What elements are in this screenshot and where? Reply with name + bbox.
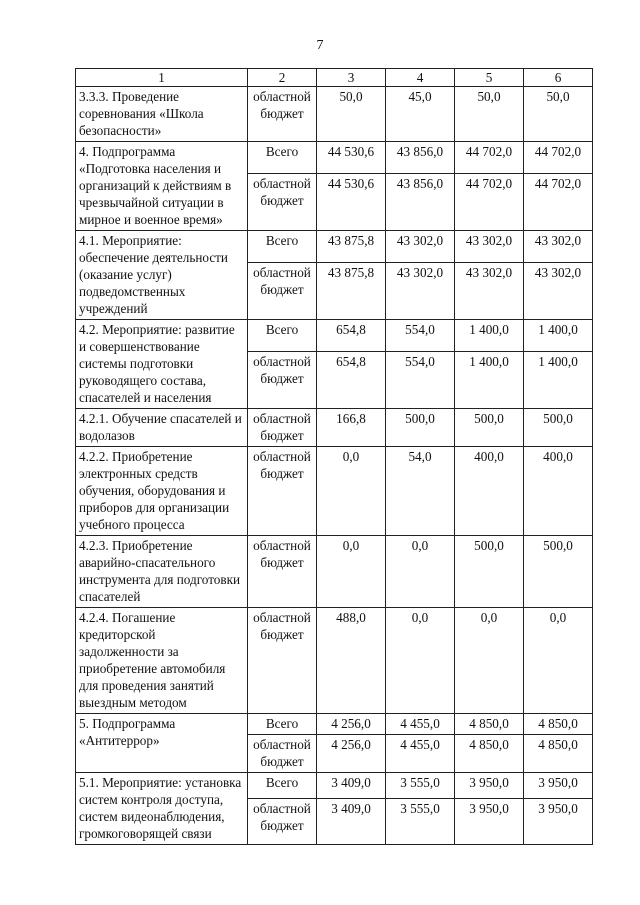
item-name-cell: 5.1. Мероприятие: установка систем контроля доступа, систем видеонаблюдения, громкоговорящей связи (76, 773, 248, 845)
item-name-cell: 4.2.1. Обучение спасателей и водолазов (76, 409, 248, 447)
amount-cell: 4 850,0 (524, 714, 593, 735)
item-name-cell: 4.2. Мероприятие: развитие и совершенствование системы подготовки руководящего состава, спасателей и населения (76, 320, 248, 409)
amount-cell: 43 856,0 (386, 173, 455, 230)
amount-cell: 0,0 (317, 536, 386, 608)
item-name-cell: 4.2.4. Погашение кредиторской задолженности за приобретение автомобиля для проведения занятий выездным методом (76, 608, 248, 714)
column-header: 5 (455, 69, 524, 87)
funding-source-cell: Всего (248, 231, 317, 263)
amount-cell: 44 530,6 (317, 142, 386, 174)
funding-source-cell: областной бюджет (248, 447, 317, 536)
funding-source-cell: областной бюджет (248, 262, 317, 319)
amount-cell: 4 850,0 (455, 735, 524, 773)
table-row (76, 447, 593, 536)
amount-cell: 1 400,0 (455, 351, 524, 408)
item-name-cell: 3.3.3. Проведение соревнования «Школа безопасности» (76, 87, 248, 142)
amount-cell: 50,0 (455, 87, 524, 142)
amount-cell: 44 702,0 (455, 173, 524, 230)
amount-cell: 500,0 (386, 409, 455, 447)
table-row (76, 409, 593, 447)
funding-source-cell: Всего (248, 320, 317, 352)
amount-cell: 4 256,0 (317, 714, 386, 735)
amount-cell: 0,0 (455, 608, 524, 714)
table-body (76, 87, 593, 845)
amount-cell: 50,0 (317, 87, 386, 142)
column-header: 4 (386, 69, 455, 87)
column-header: 3 (317, 69, 386, 87)
amount-cell: 43 302,0 (455, 231, 524, 263)
amount-cell: 44 530,6 (317, 173, 386, 230)
amount-cell: 166,8 (317, 409, 386, 447)
amount-cell: 500,0 (455, 409, 524, 447)
funding-source-cell: областной бюджет (248, 87, 317, 142)
item-name-cell: 5. Подпрограмма «Антитеррор» (76, 714, 248, 773)
amount-cell: 43 302,0 (386, 231, 455, 263)
amount-cell: 654,8 (317, 320, 386, 352)
amount-cell: 45,0 (386, 87, 455, 142)
amount-cell: 400,0 (455, 447, 524, 536)
amount-cell: 1 400,0 (455, 320, 524, 352)
page-number: 7 (316, 38, 324, 53)
amount-cell: 4 256,0 (317, 735, 386, 773)
amount-cell: 0,0 (386, 536, 455, 608)
amount-cell: 4 455,0 (386, 735, 455, 773)
amount-cell: 3 950,0 (455, 773, 524, 799)
amount-cell: 43 302,0 (524, 262, 593, 319)
table-row (76, 87, 593, 142)
amount-cell: 44 702,0 (524, 173, 593, 230)
table-row (76, 608, 593, 714)
funding-source-cell: областной бюджет (248, 173, 317, 230)
amount-cell: 4 850,0 (455, 714, 524, 735)
amount-cell: 3 950,0 (524, 798, 593, 844)
amount-cell: 4 850,0 (524, 735, 593, 773)
funding-source-cell: Всего (248, 773, 317, 799)
column-header: 2 (248, 69, 317, 87)
amount-cell: 500,0 (524, 536, 593, 608)
amount-cell: 43 856,0 (386, 142, 455, 174)
amount-cell: 3 555,0 (386, 798, 455, 844)
amount-cell: 44 702,0 (524, 142, 593, 174)
item-name-cell: 4. Подпрограмма «Подготовка населения и организаций к действиям в чрезвычайной ситуации в мирное и военное время» (76, 142, 248, 231)
item-name-cell: 4.1. Мероприятие: обеспечение деятельности (оказание услуг) подведомственных учреждений (76, 231, 248, 320)
budget-table (75, 68, 593, 845)
amount-cell: 3 950,0 (455, 798, 524, 844)
table-row (76, 536, 593, 608)
amount-cell: 0,0 (524, 608, 593, 714)
amount-cell: 43 875,8 (317, 262, 386, 319)
amount-cell: 43 302,0 (386, 262, 455, 319)
amount-cell: 43 302,0 (524, 231, 593, 263)
amount-cell: 43 875,8 (317, 231, 386, 263)
amount-cell: 488,0 (317, 608, 386, 714)
item-name-cell: 4.2.3. Приобретение аварийно-спасательного инструмента для подготовки спасателей (76, 536, 248, 608)
amount-cell: 0,0 (386, 608, 455, 714)
funding-source-cell: областной бюджет (248, 409, 317, 447)
funding-source-cell: Всего (248, 714, 317, 735)
funding-source-cell: областной бюджет (248, 798, 317, 844)
table-row (76, 714, 593, 735)
amount-cell: 3 950,0 (524, 773, 593, 799)
amount-cell: 4 455,0 (386, 714, 455, 735)
amount-cell: 500,0 (455, 536, 524, 608)
amount-cell: 3 555,0 (386, 773, 455, 799)
amount-cell: 1 400,0 (524, 351, 593, 408)
amount-cell: 500,0 (524, 409, 593, 447)
funding-source-cell: областной бюджет (248, 536, 317, 608)
funding-source-cell: областной бюджет (248, 608, 317, 714)
amount-cell: 654,8 (317, 351, 386, 408)
funding-source-cell: областной бюджет (248, 735, 317, 773)
amount-cell: 50,0 (524, 87, 593, 142)
amount-cell: 44 702,0 (455, 142, 524, 174)
table-row (76, 320, 593, 352)
amount-cell: 0,0 (317, 447, 386, 536)
column-header: 6 (524, 69, 593, 87)
amount-cell: 400,0 (524, 447, 593, 536)
column-header: 1 (76, 69, 248, 87)
amount-cell: 43 302,0 (455, 262, 524, 319)
amount-cell: 554,0 (386, 320, 455, 352)
table-header-row (76, 69, 593, 87)
table-row (76, 231, 593, 263)
table-row (76, 142, 593, 174)
table-row (76, 773, 593, 799)
amount-cell: 3 409,0 (317, 798, 386, 844)
amount-cell: 3 409,0 (317, 773, 386, 799)
item-name-cell: 4.2.2. Приобретение электронных средств обучения, оборудования и приборов для организации учебного процесса (76, 447, 248, 536)
funding-source-cell: областной бюджет (248, 351, 317, 408)
funding-source-cell: Всего (248, 142, 317, 174)
amount-cell: 1 400,0 (524, 320, 593, 352)
amount-cell: 54,0 (386, 447, 455, 536)
amount-cell: 554,0 (386, 351, 455, 408)
